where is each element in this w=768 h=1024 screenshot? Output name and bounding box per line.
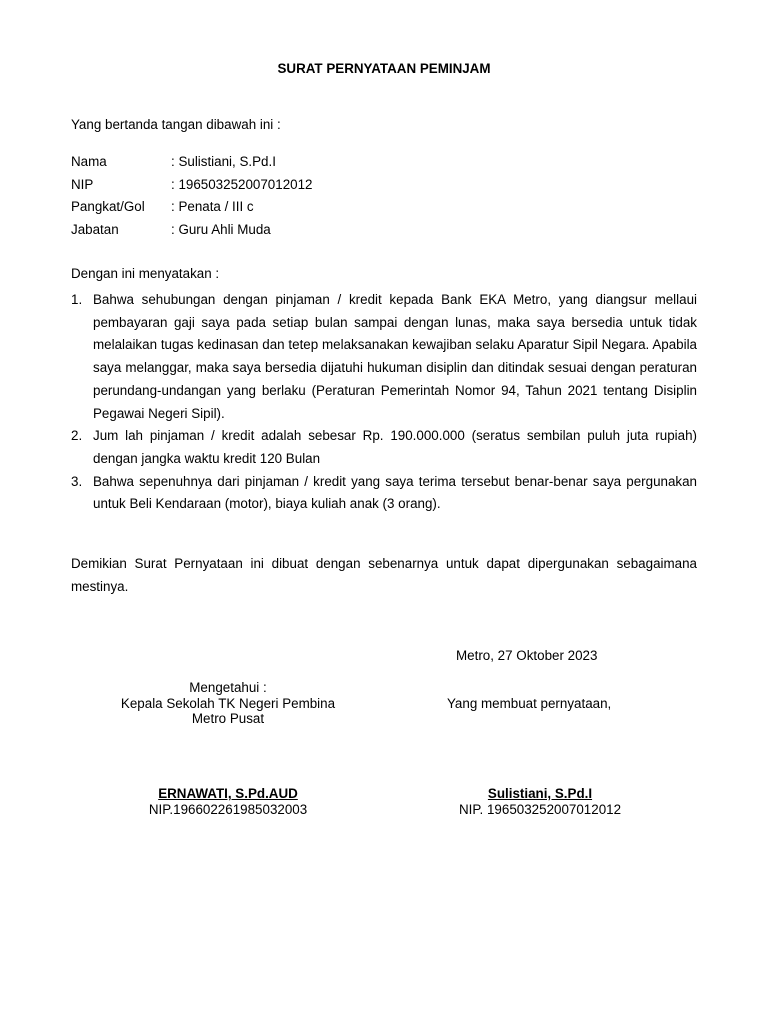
- list-number: 2.: [71, 428, 83, 444]
- identity-label: Jabatan: [71, 222, 119, 238]
- identity-value: : Guru Ahli Muda: [171, 222, 271, 238]
- identity-row-nama: [71, 153, 313, 176]
- list-number: 1.: [71, 292, 83, 307]
- list-number: 3.: [71, 473, 83, 489]
- list-text: Bahwa sepenuhnya dari pinjaman / kredit yang saya terima tersebut benar-benar saya pergunakan untuk Beli Kendaraan (motor), biaya kuliah anak (3 orang).: [93, 473, 697, 512]
- identity-label: NIP: [71, 176, 94, 192]
- identity-row-jabatan: [71, 221, 313, 244]
- intro-text: Yang bertanda tangan dibawah ini :: [71, 117, 281, 132]
- list-text: Bahwa sehubungan dengan pinjaman / kredit kepada Bank EKA Metro, yang diangsur mellaui pembayaran gaji saya pada setiap bulan sampai dengan lunas, maka saya bersedia untuk tidak melalaikan tugas kedinasan dan tetep melaksanakan kewajiban selaku Aparatur Sipil Negara. Apabila saya melanggar, maka saya bersedia dijatuhi hukuman disiplin dan ditindak sesuai dengan peraturan perundang-undangan yang berlaku (Peraturan Pemerintah Nomor 94, Tahun 2021 tentang Disiplin Pegawai Negeri Sipil).: [93, 292, 697, 421]
- right-signatory-name: Sulistiani, S.Pd.I: [487, 786, 593, 801]
- left-signatory-nip: NIP.196602261985032003: [148, 802, 308, 817]
- identity-value: : 196503252007012012: [171, 176, 313, 192]
- closing-paragraph: Demikian Surat Pernyataan ini dibuat dengan sebenarnya untuk dapat dipergunakan sebagaimana mestinya.: [71, 556, 697, 594]
- signatory-location: Metro Pusat: [191, 711, 265, 726]
- identity-label: Pangkat/Gol: [71, 199, 145, 215]
- statement-list: [71, 289, 697, 516]
- identity-row-pangkat: [71, 198, 313, 221]
- declarant-label: Yang membuat pernyataan,: [447, 696, 612, 711]
- place-date: Metro, 27 Oktober 2023: [456, 648, 598, 663]
- identity-row-nip: [71, 176, 313, 199]
- list-item: [71, 425, 697, 470]
- identity-value: : Sulistiani, S.Pd.I: [171, 154, 276, 169]
- statement-intro: Dengan ini menyatakan :: [71, 266, 220, 281]
- document-title: SURAT PERNYATAAN PEMINJAM: [277, 61, 491, 76]
- identity-table: [71, 153, 313, 244]
- list-item: [71, 471, 697, 516]
- list-text: Jum lah pinjaman / kredit adalah sebesar Rp. 190.000.000 (seratus sembilan puluh juta rupiah) dengan jangka waktu kredit 120 Bulan: [93, 428, 697, 466]
- list-item: [71, 289, 697, 425]
- identity-value: : Penata / III c: [171, 199, 254, 215]
- left-signatory-name: ERNAWATI, S.Pd.AUD: [158, 786, 298, 801]
- signatory-position: Kepala Sekolah TK Negeri Pembina: [120, 695, 336, 711]
- identity-label: Nama: [71, 154, 107, 169]
- right-signatory-nip: NIP. 196503252007012012: [458, 802, 622, 817]
- acknowledged-label: Mengetahui :: [189, 680, 267, 695]
- left-signatory-block: [92, 680, 364, 727]
